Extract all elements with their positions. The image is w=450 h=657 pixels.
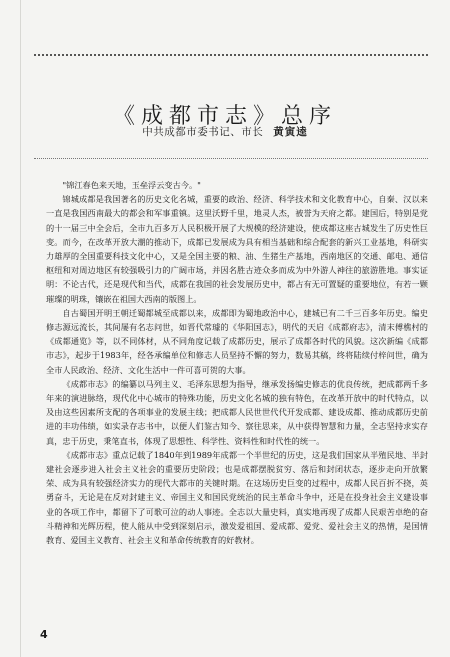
author-position: 中共成都市委书记、市长: [142, 126, 264, 138]
paragraph: 锦城成都是我国著名的历史文化名城，重要的政治、经济、科学技术和文化教育中心，自秦、汉以来一直是我国西南最大的都会和军事重镇。这里沃野千里，地灵人杰，被誉为天府之都。建国后，特别是党的十一届三中全会后，全市九百多万人民积极开展了大规模的经济建设，使成都这座古城发生了历史性巨变。而今，在改革开放大潮的推动下，成都已发展成为具有相当基础和综合配套的新兴工业基地，科研实力雄厚的全国重要科技文化中心，又是全国主要的粮、油、生猪生产基地，西南地区的交通、邮电、通信枢纽和对周边地区有较强吸引力的广阔市场，并因名胜古迹众多而成为中外游人神往的旅游胜地。事实证明：不论古代，还是现代和当代，成都在我国的社会发展历史中，都占有无可置疑的重要地位，有若一颗璀璨的明珠，镶嵌在祖国大西南的版图上。: [46, 194, 428, 304]
paragraph-quote: "锦江春色来天地，玉垒浮云变古今。": [62, 180, 201, 190]
page-title: 《成都市志》总序: [112, 103, 337, 129]
paragraph: 自古蜀国开明王朝迁蜀都城至成都以来，成都即为蜀地政治中心，建城已有二千三百多年历史。编史修志源远流长，其间屡有名志问世，如晋代常璩的《华阳国志》，明代的天启《成都府志》，清末傅樵村的《成都通览》等，以不同体材，从不同角度记载了成都历史，展示了成都各时代的风貌。这次新编《成都市志》，起步于1983年，经各承编单位和修志人员坚持不懈的努力，数易其稿，终将陆续付梓问世，确为全市人民政治、经济、文化生活中一件可喜可贺的大事。: [46, 307, 428, 375]
byline: [0, 124, 450, 139]
body-text: [46, 178, 428, 547]
page-number: 4: [40, 628, 48, 641]
author-name: 黄寅逵: [273, 126, 308, 138]
top-dotted-rule: [34, 54, 428, 56]
paragraph: 《成都市志》重点记载了1840年到1989年成都一个半世纪的历史，这是我们国家从半殖民地、半封建社会逐步进入社会主义社会的重要历史阶段；也是成都摆脱贫穷、落后和封闭状态，逐步走向开放繁荣、成为具有较强经济实力的现代大都市的关键时期。在这场历史巨变的过程中，成都人民百折不挠，英勇奋斗，无论是在反对封建主义、帝国主义和国民党统治的民主革命斗争中，还是在投身社会主义建设事业的各项工作中，都留下了可歌可泣的动人事迹。全志以大量史料，真实地再现了成都人民艰苦卓绝的奋斗精神和光辉历程，使人能从中受到深刻启示，激发爱祖国、爱成都、爱党、爱社会主义的热情，是国情教育、爱国主义教育、社会主义和革命传统教育的好教材。: [46, 449, 428, 546]
middle-dotted-rule: [34, 158, 428, 159]
paragraph: 《成都市志》的编纂以马列主义、毛泽东思想为指导，继承发扬编史修志的优良传统，把成都两千多年来的演进脉络，现代化中心城市的特殊功能，历史文化名城的独有特色，在改革开放中的时代特点，以及由这些因素所支配的各项事业的发展主线；把成都人民世世代代开发成都、建设成都、推动成都历史前进的丰功伟绩，如实录存志书中，以便人们鉴古知今、察往思来，从中获得智慧和力量，全志坚持求实存真，忠于历史，秉笔直书，体现了思想性、科学性、资料性和时代性的统一。: [46, 378, 428, 446]
